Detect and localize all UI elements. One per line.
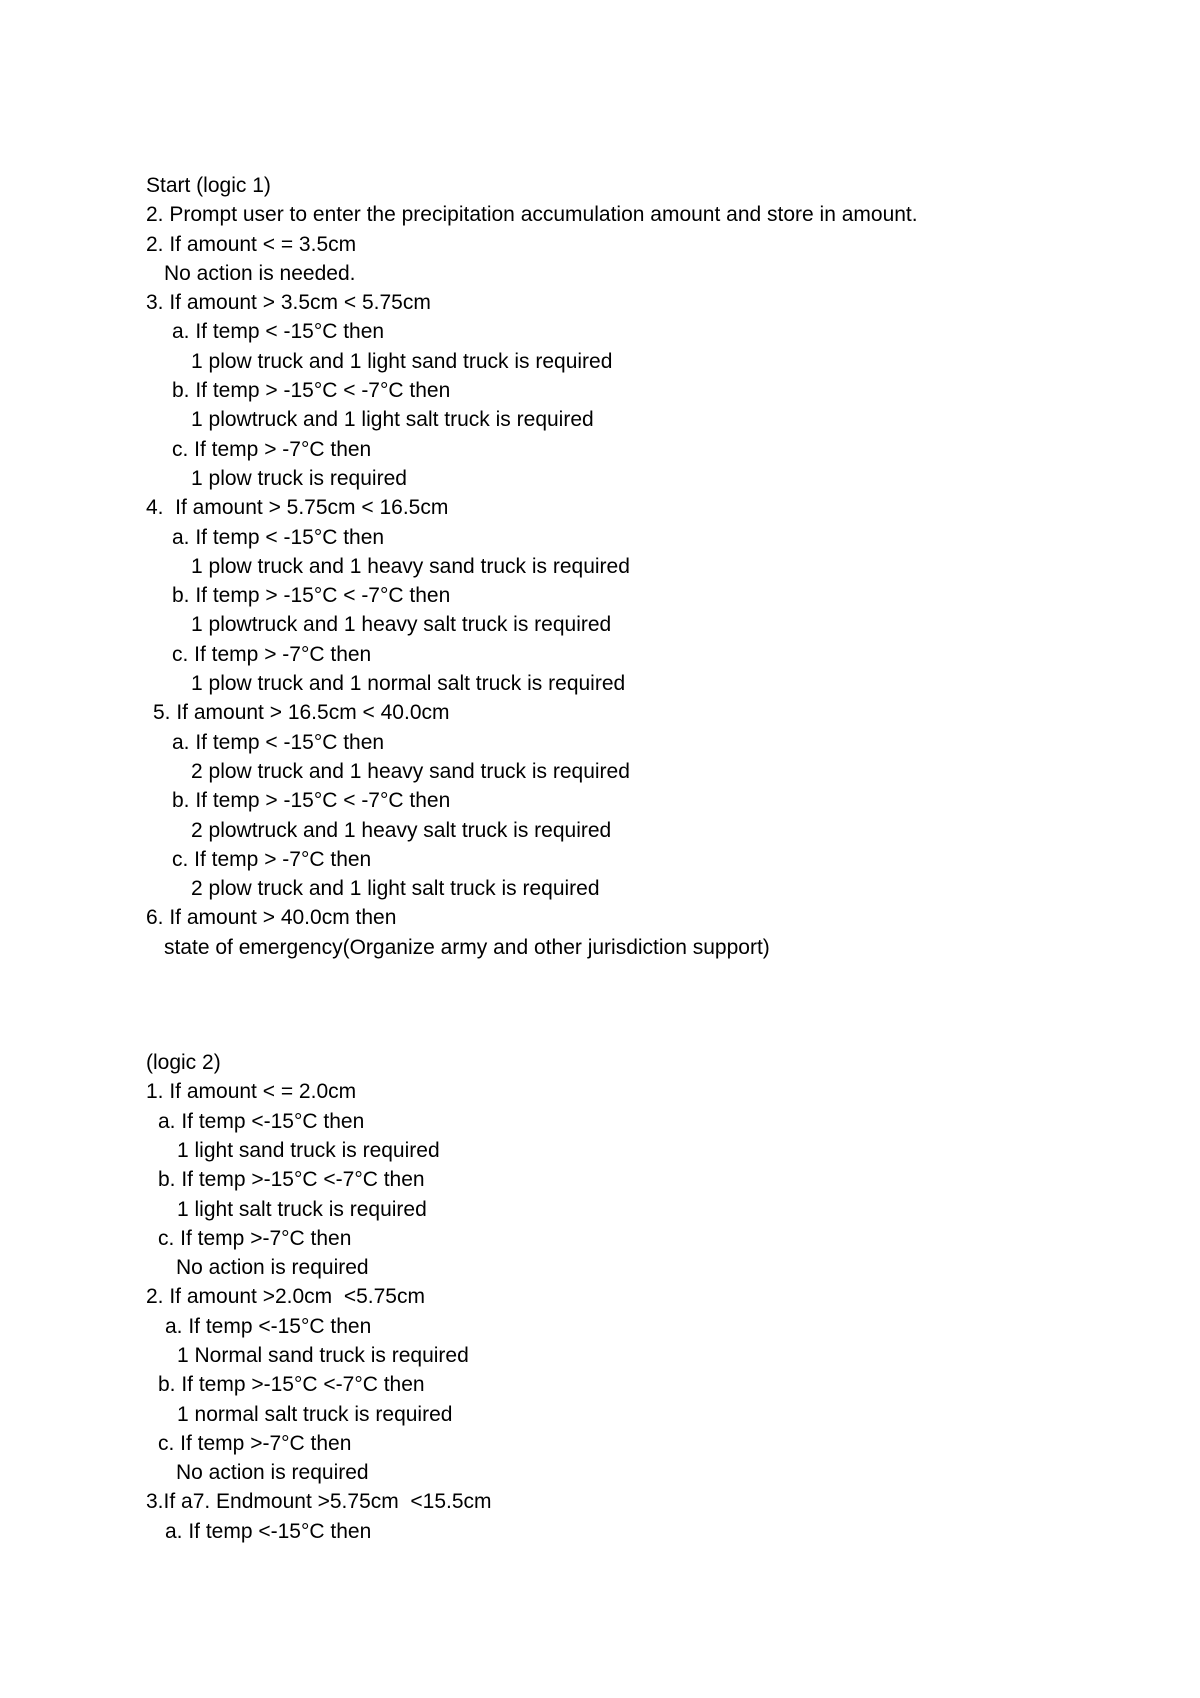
document-body xyxy=(146,171,1146,1546)
logic1-line: 1 plow truck and 1 normal salt truck is required xyxy=(191,672,626,696)
logic2-line: 3.If a7. Endmount >5.75cm <15.5cm xyxy=(146,1490,492,1514)
logic1-line: 1 plowtruck and 1 heavy salt truck is required xyxy=(191,613,612,637)
logic1-heading: Start (logic 1) xyxy=(146,174,271,197)
logic1-line: b. If temp > -15°C < -7°C then xyxy=(172,379,451,403)
logic2-line: b. If temp >-15°C <-7°C then xyxy=(158,1373,425,1397)
logic1-line: b. If temp > -15°C < -7°C then xyxy=(172,789,451,813)
logic1-line: 2 plow truck and 1 heavy sand truck is required xyxy=(191,759,630,783)
logic2-line: 1 Normal sand truck is required xyxy=(177,1343,469,1367)
logic1-line: 2 plowtruck and 1 heavy salt truck is required xyxy=(191,818,612,842)
logic1-line: 3. If amount > 3.5cm < 5.75cm xyxy=(146,291,431,315)
logic1-line: 2. If amount < = 3.5cm xyxy=(146,232,357,256)
logic1-line: a. If temp < -15°C then xyxy=(172,730,385,754)
logic1-line: a. If temp < -15°C then xyxy=(172,525,385,549)
logic1-line: state of emergency(Organize army and other jurisdiction support) xyxy=(164,935,770,959)
logic2-line: a. If temp <-15°C then xyxy=(165,1314,372,1338)
logic2-line: c. If temp >-7°C then xyxy=(158,1226,352,1250)
logic1-line: c. If temp > -7°C then xyxy=(172,642,372,666)
logic1-line: a. If temp < -15°C then xyxy=(172,320,385,344)
logic2-line: No action is required xyxy=(176,1461,369,1485)
logic2-line: c. If temp >-7°C then xyxy=(158,1431,352,1455)
logic1-line: 4. If amount > 5.75cm < 16.5cm xyxy=(146,496,449,520)
logic2-line: 1 light sand truck is required xyxy=(177,1138,440,1162)
logic1-line: c. If temp > -7°C then xyxy=(172,437,372,461)
logic2-line: b. If temp >-15°C <-7°C then xyxy=(158,1168,425,1192)
logic2-line: 1. If amount < = 2.0cm xyxy=(146,1080,357,1104)
logic1-line: 1 plow truck and 1 heavy sand truck is required xyxy=(191,554,630,578)
section-spacer xyxy=(146,962,1146,1048)
logic2-line: a. If temp <-15°C then xyxy=(165,1519,372,1543)
logic1-line: No action is needed. xyxy=(164,261,356,285)
logic1-line: b. If temp > -15°C < -7°C then xyxy=(172,584,451,608)
logic2-heading: (logic 2) xyxy=(146,1051,221,1075)
logic2-line: a. If temp <-15°C then xyxy=(158,1109,365,1133)
logic2-line: 2. If amount >2.0cm <5.75cm xyxy=(146,1285,425,1309)
logic1-line: 1 plowtruck and 1 light salt truck is required xyxy=(191,408,594,432)
logic1-line: 6. If amount > 40.0cm then xyxy=(146,906,397,930)
logic1-line: 5. If amount > 16.5cm < 40.0cm xyxy=(153,701,450,725)
logic1-line: 1 plow truck is required xyxy=(191,466,407,490)
logic2-line: No action is required xyxy=(176,1256,369,1280)
logic1-line: 2 plow truck and 1 light salt truck is required xyxy=(191,877,600,901)
logic1-line: 1 plow truck and 1 light sand truck is required xyxy=(191,349,613,373)
logic1-line: 2. Prompt user to enter the precipitation accumulation amount and store in amount. xyxy=(146,203,918,227)
logic1-line: c. If temp > -7°C then xyxy=(172,847,372,871)
logic2-line: 1 light salt truck is required xyxy=(177,1197,427,1221)
logic2-line: 1 normal salt truck is required xyxy=(177,1402,453,1426)
